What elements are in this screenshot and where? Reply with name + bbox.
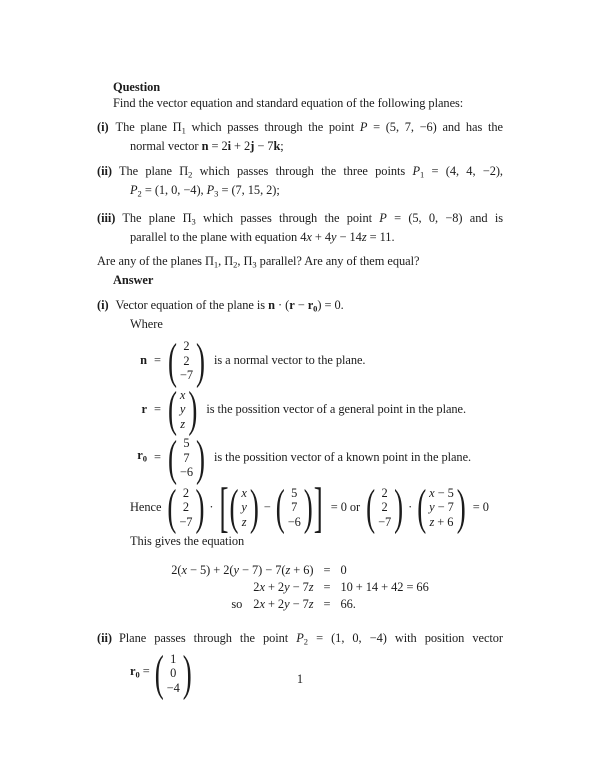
- def-description-n: is a normal vector to the plane.: [213, 353, 366, 367]
- minus-operator: −: [263, 499, 271, 514]
- dot-operator: ·: [408, 499, 413, 514]
- equation-rhs: 10 + 14 + 42 = 66: [340, 579, 429, 594]
- left-paren: (: [417, 479, 427, 535]
- equation-lhs: 2(x − 5) + 2(y − 7) − 7(z + 6): [171, 562, 314, 577]
- def-description-r: is the possition vector of a general point in the plane.: [206, 401, 467, 416]
- document-content: [97, 80, 504, 701]
- left-paren: (: [229, 479, 239, 535]
- hence-equation: [130, 476, 503, 538]
- right-paren: ): [303, 479, 313, 535]
- equals-zero: = 0: [472, 499, 489, 514]
- question-intro: Find the vector equation and standard equation of the following planes:: [113, 95, 464, 110]
- aligned-equations: [97, 562, 503, 613]
- equals-sign: =: [154, 353, 161, 367]
- right-paren: ): [456, 479, 466, 535]
- def-description-r0: is the possition vector of a known point in the plane.: [213, 450, 472, 464]
- column-vector-difference: ( x − 5 y − 7 z + 6 ): [417, 479, 466, 535]
- question-item-ii-line1: (ii) The plane $\Pi_2$ which passes through the three points $P_1 = (4$, 4, −2),: [97, 163, 503, 179]
- left-paren: (: [167, 479, 177, 535]
- question-item-iii-line1: (iii) The plane $\Pi_3$ which passes through the point P = (5, 0, −8) and is: [97, 210, 503, 226]
- answer-ii-intro: (ii) Plane passes through the point $P_2 = (1$, 0, −4) with position vector: [97, 630, 504, 646]
- equals-sign: =: [323, 562, 331, 577]
- right-paren: ): [195, 479, 205, 535]
- def-symbol-r0: $r_0$: [137, 448, 147, 464]
- equation-lhs: so 2x + 2y − 7z: [231, 596, 314, 611]
- page-number: 1: [296, 672, 304, 686]
- answer-heading: Answer: [113, 273, 154, 287]
- left-paren: (: [275, 479, 285, 535]
- question-item-i-line2: normal vector n = 2i + 2j − 7k;: [130, 139, 284, 153]
- dot-operator: ·: [209, 499, 214, 514]
- hence-word: Hence: [130, 499, 162, 514]
- column-vector-r: ( x y z ): [167, 381, 198, 437]
- right-paren: ): [196, 333, 205, 389]
- answer-i-intro: (i) Vector equation of the plane is $n \cdot (r - r_0) = 0$.: [97, 297, 344, 313]
- right-paren: ): [249, 479, 259, 535]
- equals-sign: =: [154, 450, 161, 464]
- equation-rhs: 0: [340, 562, 347, 577]
- column-vector-r0: ( 5 7 −6 ): [275, 479, 313, 535]
- vector-definition-n: [130, 333, 503, 389]
- question-item-iii-line2: parallel to the plane with equation 4x + 4y − 14z = 11.: [130, 229, 395, 244]
- left-paren: (: [167, 381, 177, 437]
- equals-sign: =: [323, 579, 331, 594]
- column-vector-r0: ( 1 0 −4 ): [154, 645, 192, 701]
- equals-sign: =: [323, 596, 331, 611]
- equation-rhs: 66.: [340, 596, 356, 611]
- gives-equation-text: This gives the equation: [130, 534, 245, 548]
- column-vector-n: ( 2 2 −7 ): [366, 479, 404, 535]
- r0-symbol: $r_0$ =: [130, 663, 150, 680]
- left-paren: (: [154, 645, 164, 701]
- equals-sign: =: [154, 401, 161, 416]
- left-paren: (: [167, 430, 177, 486]
- equals-zero-or: = 0 or: [330, 499, 361, 514]
- where-label: Where: [130, 316, 163, 331]
- column-vector-n: ( 2 2 −7 ): [167, 333, 205, 389]
- def-symbol-n: n: [140, 353, 147, 367]
- left-paren: (: [167, 333, 177, 389]
- def-symbol-r: r: [141, 401, 147, 416]
- question-item-i-line1: (i) The plane $\Pi_1$ which passes through the point P = (5, 7, −6) and has the: [97, 120, 503, 136]
- vector-definition-r: [130, 381, 503, 437]
- question-heading: Question: [113, 80, 161, 94]
- column-vector-r: ( x y z ): [229, 479, 259, 535]
- right-paren: ): [188, 381, 198, 437]
- vector-definition-r0: [130, 430, 503, 486]
- right-paren: ): [394, 479, 404, 535]
- question-closing: Are any of the planes $\Pi_1$, $\Pi_2$, $\Pi_3$ parallel? Are any of them equal?: [97, 254, 420, 270]
- column-vector-r0: ( 5 7 −6 ): [167, 430, 205, 486]
- right-paren: ): [196, 430, 205, 486]
- left-bracket: [: [219, 476, 229, 538]
- equation-lhs: 2x + 2y − 7z: [253, 579, 314, 594]
- left-paren: (: [366, 479, 376, 535]
- question-item-ii-line2: $P_2 = (1$, 0, −4), $P_3 = (7$, 15, 2);: [130, 182, 280, 198]
- right-paren: ): [182, 645, 192, 701]
- column-vector-n: ( 2 2 −7 ): [167, 479, 205, 535]
- right-bracket: ]: [313, 476, 323, 538]
